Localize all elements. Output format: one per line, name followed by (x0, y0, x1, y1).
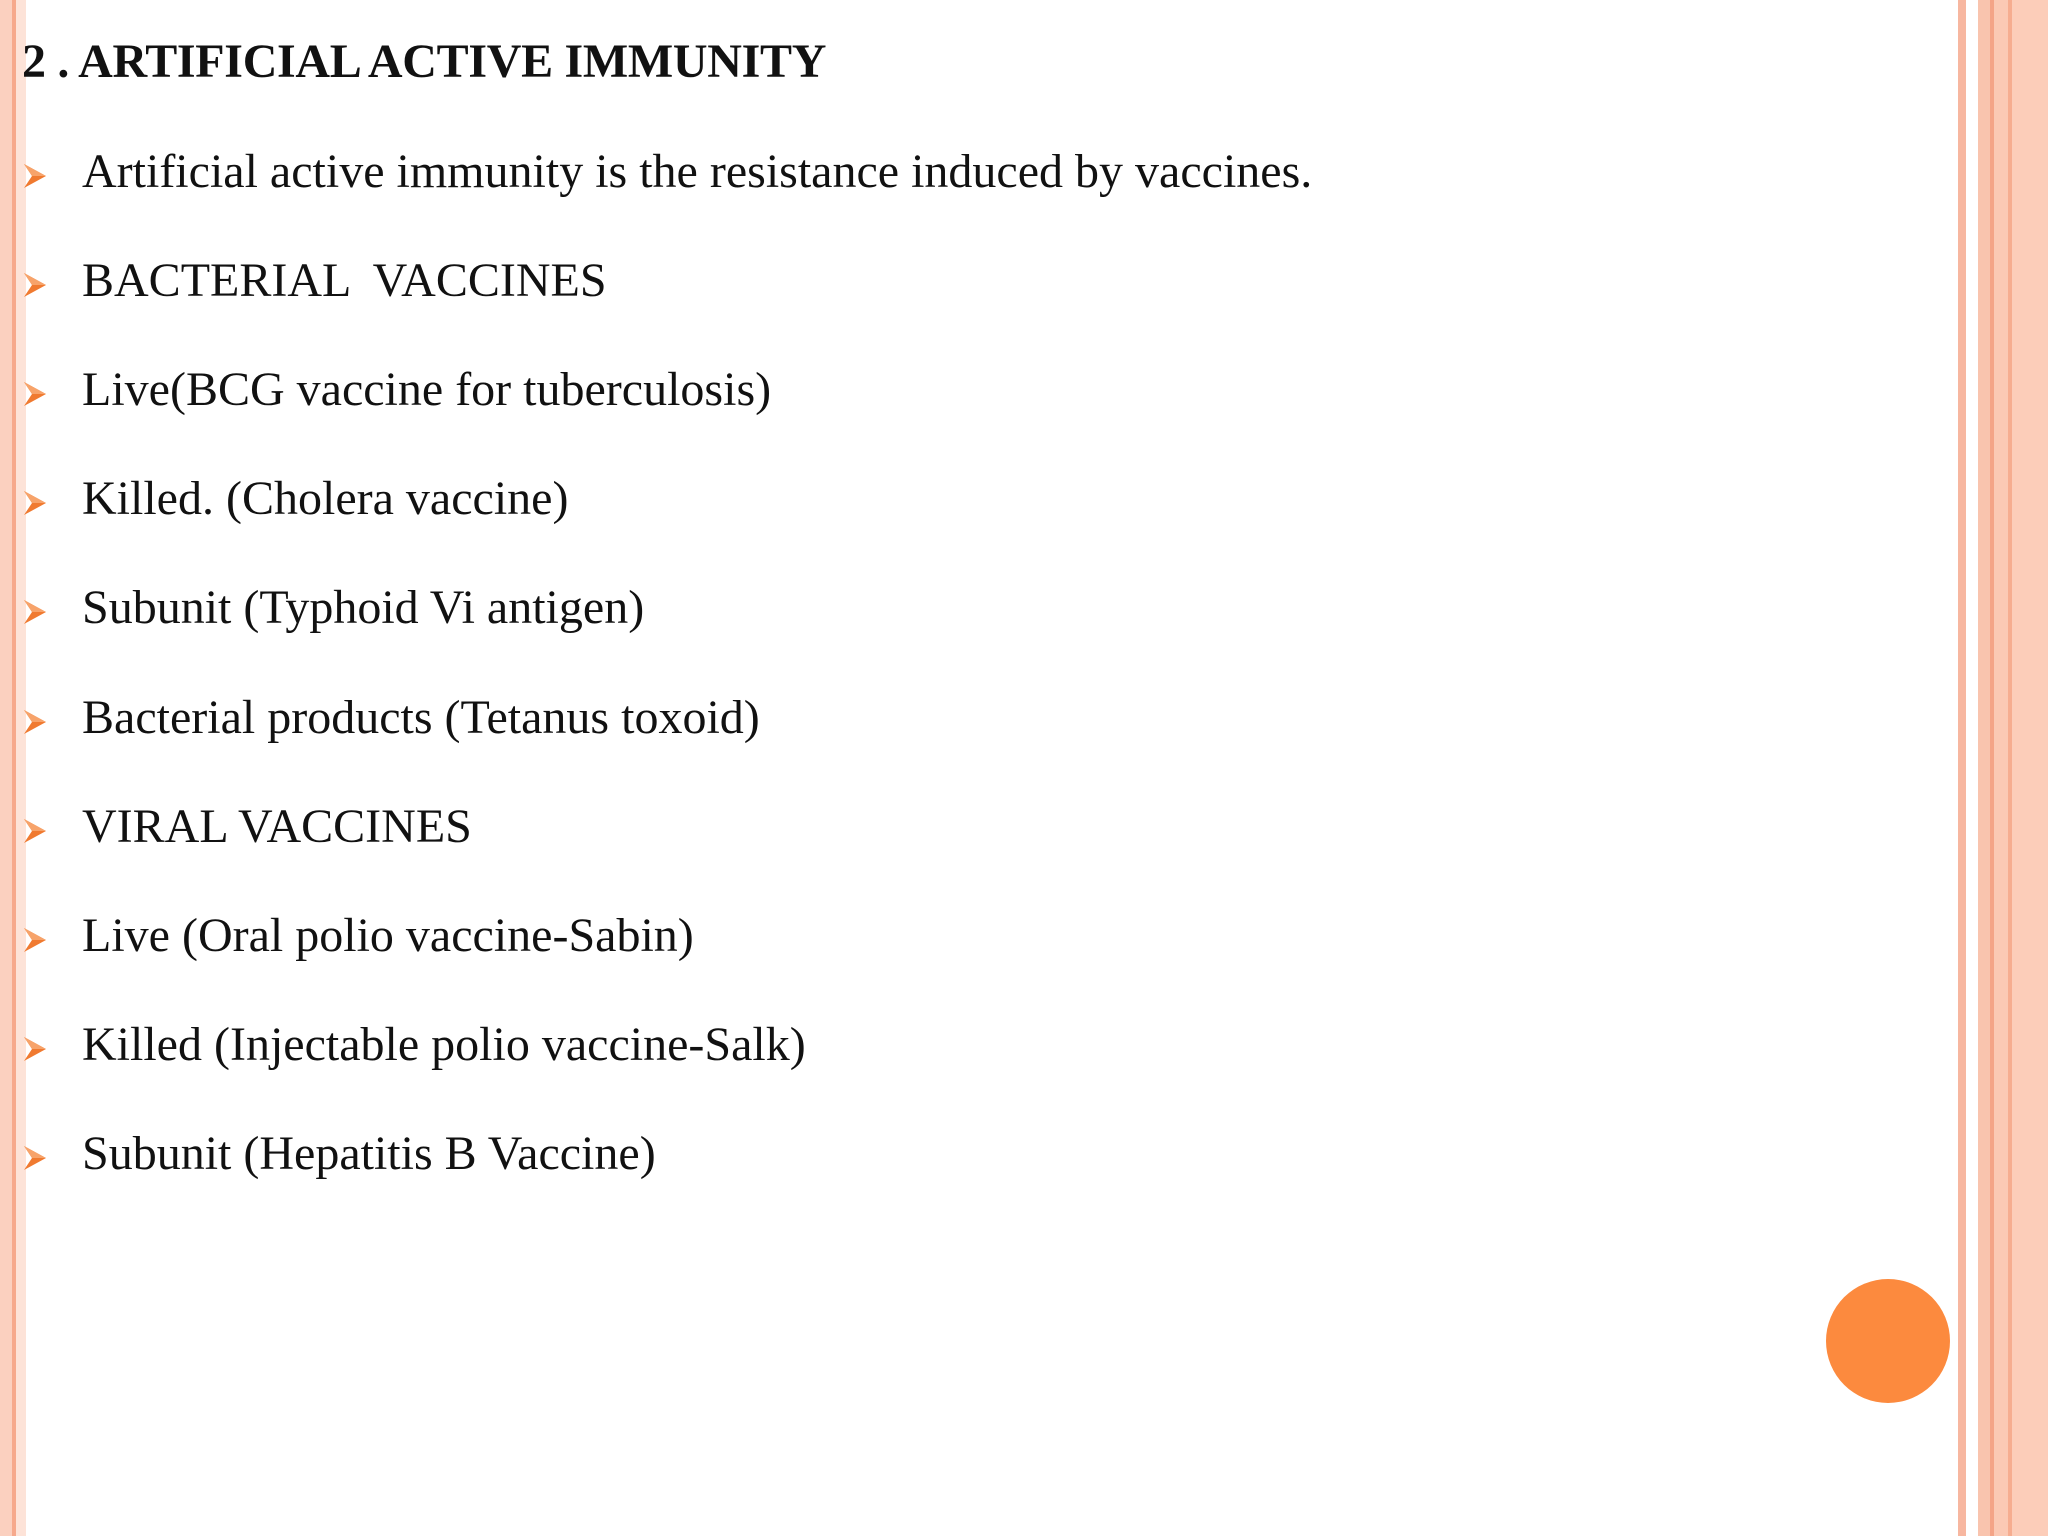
slide-title: 2 . ARTIFICIAL ACTIVE IMMUNITY (22, 35, 827, 88)
bullet-text: Killed. (Cholera vaccine) (82, 472, 569, 525)
bullet-text: Subunit (Hepatitis B Vaccine) (82, 1127, 656, 1180)
arrowhead-bullet-icon (22, 489, 48, 517)
bullet-text: VIRAL VACCINES (82, 800, 472, 853)
bullet-text: Killed (Injectable polio vaccine-Salk) (82, 1018, 806, 1071)
bullet-text: Bacterial products (Tetanus toxoid) (82, 691, 760, 744)
left-border-decoration (0, 0, 26, 1536)
arrowhead-bullet-icon (22, 598, 48, 626)
arrowhead-bullet-icon (22, 708, 48, 736)
arrowhead-bullet-icon (22, 1144, 48, 1172)
arrowhead-bullet-icon (22, 162, 48, 190)
arrowhead-bullet-icon (22, 271, 48, 299)
decorative-orange-circle (1826, 1279, 1950, 1403)
right-border-decoration (1958, 0, 2048, 1536)
arrowhead-bullet-icon (22, 380, 48, 408)
bullet-text: BACTERIAL VACCINES (82, 254, 607, 307)
bullet-text: Artificial active immunity is the resistance induced by vaccines. (82, 145, 1313, 198)
bullet-text: Subunit (Typhoid Vi antigen) (82, 581, 645, 634)
arrowhead-bullet-icon (22, 817, 48, 845)
arrowhead-bullet-icon (22, 1035, 48, 1063)
bullet-text: Live (Oral polio vaccine-Sabin) (82, 909, 694, 962)
arrowhead-bullet-icon (22, 926, 48, 954)
bullet-text: Live(BCG vaccine for tuberculosis) (82, 363, 772, 416)
